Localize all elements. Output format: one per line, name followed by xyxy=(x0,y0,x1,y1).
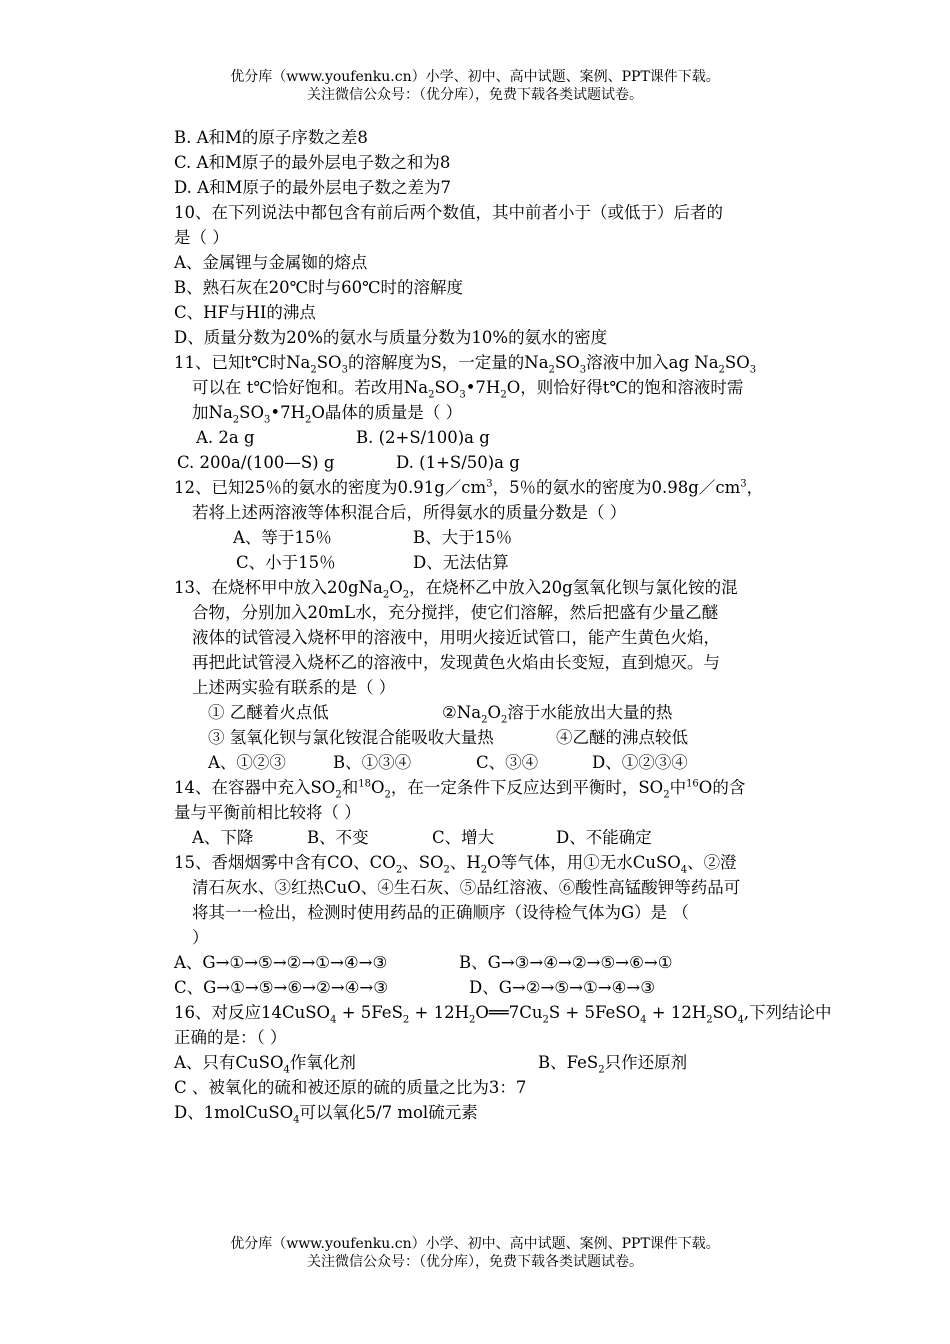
q13-option-a: A、①②③ xyxy=(208,753,286,772)
q12-stem-line-2: 若将上述两溶液等体积混合后，所得氨水的质量分数是（ ） xyxy=(192,503,627,522)
q13-item-1: ① 乙醚着火点低 xyxy=(208,703,329,722)
q12-option-c: C、小于15％ xyxy=(236,553,336,572)
page-header-line-2: 关注微信公众号：（优分库），免费下载各类试题试卷。 xyxy=(307,87,643,103)
page-footer-line-1: 优分库（www.youfenku.cn）小学、初中、高中试题、案例、PPT课件下载。 xyxy=(230,1236,720,1252)
q15-option-a: A、G→①→⑤→②→①→④→③ xyxy=(174,953,388,972)
q16-option-b: B、FeS$_2$只作还原剂 xyxy=(538,1053,688,1076)
q14-stem-line-2: 量与平衡前相比较将（ ） xyxy=(174,803,361,822)
q11-option-d: D. (1+S/50)a g xyxy=(396,453,520,472)
q10-option-d: D、质量分数为20%的氨水与质量分数为10%的氨水的密度 xyxy=(174,328,608,347)
q15-stem-line-1: 15、香烟烟雾中含有CO、$CO_2$、$SO_2$、$H_2O$等气体，用①无水CuSO$_4$、②澄 xyxy=(174,853,737,876)
q10-option-b: B、熟石灰在20℃时与60℃时的溶解度 xyxy=(174,278,464,297)
q9-option-d: D. A和M原子的最外层电子数之差为7 xyxy=(174,178,451,197)
q15-option-c: C、G→①→⑤→⑥→②→④→③ xyxy=(174,978,389,997)
q13-option-b: B、①③④ xyxy=(333,753,412,772)
q15-stem-line-2: 清石灰水、③红热CuO、④生石灰、⑤品红溶液、⑥酸性高锰酸钾等药品可 xyxy=(192,878,741,897)
q13-stem-line-2: 合物，分别加入20mL水，充分搅拌，使它们溶解，然后把盛有少量乙醚 xyxy=(192,603,719,622)
page-footer-line-2: 关注微信公众号：（优分库），免费下载各类试题试卷。 xyxy=(307,1254,643,1270)
q15-option-d: D、G→②→⑤→①→④→③ xyxy=(469,978,655,997)
q13-option-c: C、③④ xyxy=(476,753,539,772)
q13-stem-line-4: 再把此试管浸入烧杯乙的溶液中，发现黄色火焰由长变短，直到熄灭。与 xyxy=(192,653,720,672)
page-header-line-1: 优分库（www.youfenku.cn）小学、初中、高中试题、案例、PPT课件下载。 xyxy=(230,69,720,85)
q13-stem-line-1: 13、在烧杯甲中放入$20gNa_2O_2$，在烧杯乙中放入20g氢氧化钡与氯化铵的混 xyxy=(174,578,738,601)
q12-option-a: A、等于15％ xyxy=(233,528,332,547)
q14-option-b: B、不变 xyxy=(307,828,369,847)
q15-option-b: B、G→③→④→②→⑤→⑥→① xyxy=(459,953,673,972)
q13-stem-line-3: 液体的试管浸入烧杯甲的溶液中，用明火接近试管口，能产生黄色火焰， xyxy=(192,628,720,647)
q13-item-3: ③ 氢氧化钡与氯化铵混合能吸收大量热 xyxy=(208,728,494,747)
q12-stem-line-1: 12、已知25％的氨水的密度为$0.91g/cm^3$，5％的氨水的密度为$0.98g/cm^3$， xyxy=(174,478,764,497)
q15-stem-line-4: ） xyxy=(192,928,209,947)
q16-stem-line-1: 16、对反应14CuSO$_4$ + $5FeS_2 + 12H_2O══7Cu_2S$ + 5FeSO$_4$ + $12H_2SO_4$,下列结论中 xyxy=(174,1003,832,1026)
q9-option-c: C. A和M原子的最外层电子数之和为8 xyxy=(174,153,451,172)
q11-stem-line-2: 可以在 t℃恰好饱和。若改用$Na_2SO_3•7H_2O$，则恰好得t℃的饱和溶液时需 xyxy=(192,378,744,401)
q11-stem-line-1: 11、已知t℃时$Na_2SO_3$的溶解度为S，一定量的$Na_2SO_3$溶液中加入ag $Na_2SO_3$ xyxy=(174,353,757,376)
q14-option-a: A、下降 xyxy=(192,828,254,847)
q12-option-d: D、无法估算 xyxy=(413,553,509,572)
q11-option-b: B. (2+S/100)a g xyxy=(356,428,490,447)
q10-stem-line-2: 是（ ） xyxy=(174,228,229,247)
q11-option-c: C. 200a/(100—S) g xyxy=(177,453,335,472)
q13-stem-line-5: 上述两实验有联系的是（ ） xyxy=(192,678,396,697)
q10-option-c: C、HF与HI的沸点 xyxy=(174,303,316,322)
q16-option-c: C 、被氧化的硫和被还原的硫的质量之比为3：7 xyxy=(174,1078,527,1097)
q11-option-a: A. 2a g xyxy=(196,428,255,447)
q15-stem-line-3: 将其一一检出，检测时使用药品的正确顺序（设待检气体为G）是 （ xyxy=(192,903,689,922)
q14-option-d: D、不能确定 xyxy=(556,828,652,847)
q13-option-d: D、①②③④ xyxy=(592,753,688,772)
q16-stem-line-2: 正确的是：（ ） xyxy=(174,1028,287,1047)
q14-stem-line-1: 14、在容器中充入$SO_2$和$^{18}O_2$，在一定条件下反应达到平衡时，$SO_2$中$^{16}$O的含 xyxy=(174,778,746,801)
q11-stem-line-3: 加$Na_2SO_3•7H_2O$晶体的质量是（ ） xyxy=(192,403,463,426)
q10-stem-line-1: 10、在下列说法中都包含有前后两个数值，其中前者小于（或低于）后者的 xyxy=(174,203,723,222)
q12-option-b: B、大于15％ xyxy=(413,528,513,547)
q9-option-b: B. A和M的原子序数之差8 xyxy=(174,128,368,147)
q16-option-a: A、只有CuSO$_4$作氧化剂 xyxy=(174,1053,356,1076)
q14-option-c: C、增大 xyxy=(432,828,495,847)
q13-item-2: $②Na_2O_2$溶于水能放出大量的热 xyxy=(442,703,673,726)
q13-item-4: ④乙醚的沸点较低 xyxy=(556,728,688,747)
q10-option-a: A、金属锂与金属铷的熔点 xyxy=(174,253,368,272)
q16-option-d: D、1molCuSO$_4$可以氧化5/7 mol硫元素 xyxy=(174,1103,478,1126)
